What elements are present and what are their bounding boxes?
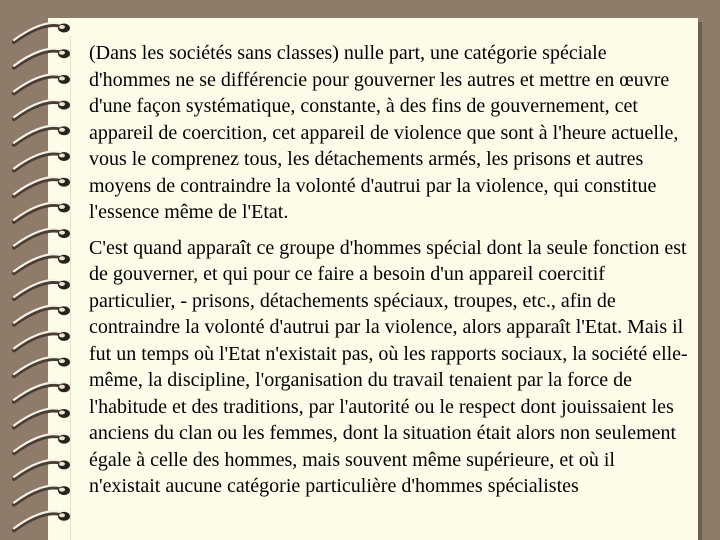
paragraph: (Dans les sociétés sans classes) nulle part, une catégorie spéciale d'hommes ne se différencie pour gouverner les autres et mettre en œuvre d'une façon systématique, constante, à des fins de gouvernement, cet appareil de coercition, cet appareil de violence que sont à l'heure actuelle, vous le comprenez tous, les détachements armés, les prisons et autres moyens de contraindre la volonté d'autrui par la violence, qui constitue l'essence même de l'Etat. [89, 42, 679, 223]
spiral-ring-icon [14, 203, 70, 222]
spiral-binding-icon [0, 0, 90, 540]
spiral-ring-icon [14, 460, 70, 479]
spiral-ring-icon [14, 254, 70, 273]
spiral-ring-icon [14, 280, 70, 299]
paragraph: C'est quand apparaît ce groupe d'hommes spécial dont la seule fonction est de gouverner, et qui pour ce faire a besoin d'un appareil coercitif particulier, - prisons, détachements spéciaux, troupes, etc., afin de contraindre la volonté d'autrui par la violence, alors apparaît l'Etat. Mais il fut un temps où l'Etat n'existait pas, où les rapports sociaux, la société elle-même, la discipline, l'organisation du travail tenaient par la force de l'habitude et des traditions, par l'autorité ou le respect dont jouissaient les anciens du clan ou les femmes, dont la situation était alors non seulement égale à celle des hommes, mais souvent même supérieure, et où il n'existait aucune catégorie particulière d'hommes spécialistes [89, 236, 688, 497]
spiral-ring-icon [14, 49, 70, 68]
spiral-ring-icon [14, 383, 70, 402]
spiral-ring-icon [14, 434, 70, 453]
spiral-ring-icon [14, 100, 70, 119]
spiral-ring-icon [14, 331, 70, 350]
spiral-ring-icon [14, 74, 70, 93]
spiral-ring-icon [14, 151, 70, 170]
page-text [89, 40, 689, 509]
spiral-ring-icon [14, 177, 70, 196]
spiral-ring-icon [14, 408, 70, 427]
spiral-ring-icon [14, 23, 70, 42]
spiral-ring-icon [14, 306, 70, 325]
spiral-ring-icon [14, 229, 70, 248]
spiral-ring-icon [14, 357, 70, 376]
spiral-ring-icon [14, 511, 70, 530]
spiral-ring-icon [14, 486, 70, 505]
spiral-ring-icon [14, 126, 70, 145]
